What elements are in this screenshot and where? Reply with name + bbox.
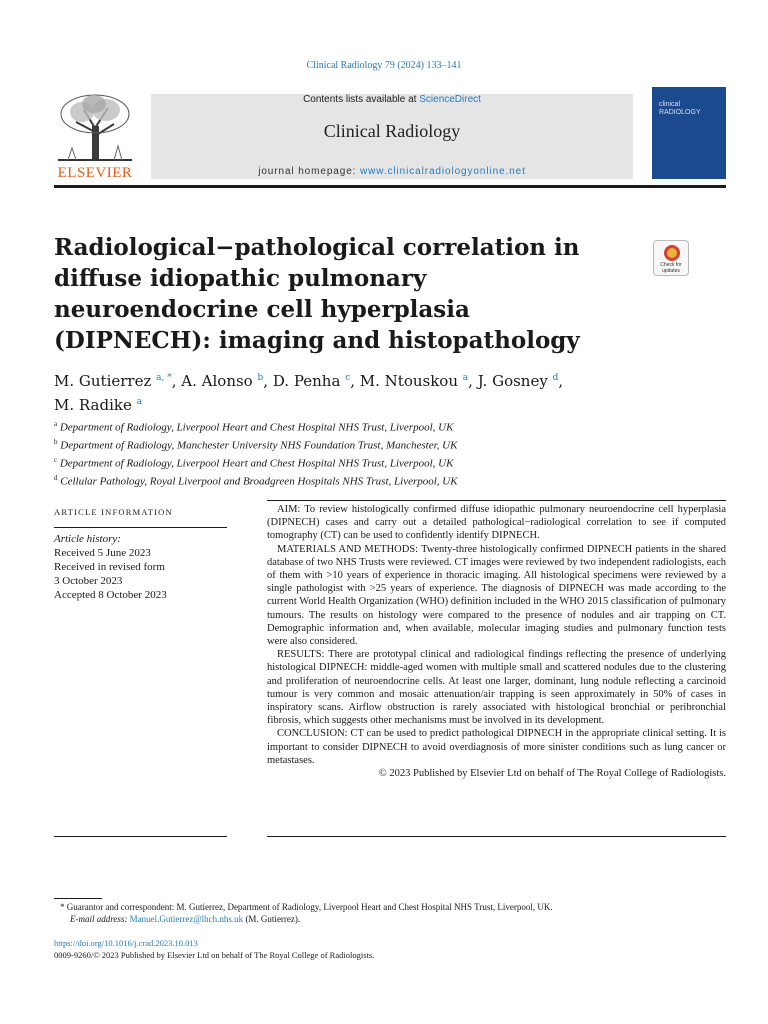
cover-text-2: RADIOLOGY — [659, 109, 701, 116]
affiliation-item — [54, 471, 674, 489]
footnote-divider — [54, 898, 102, 899]
contents-line — [151, 94, 633, 105]
history-revised-label: Received in revised form — [54, 561, 165, 573]
doi-link[interactable]: https://doi.org/10.1016/j.crad.2023.10.013 — [54, 938, 198, 948]
author-affil-mark[interactable]: b — [257, 373, 264, 383]
article-history — [54, 532, 227, 602]
author-affil-mark[interactable]: a, * — [156, 373, 172, 383]
article-title: Radiological−pathological correlation in diffuse idiopathic pulmonary neuroendocrine cell hyperplasia (DIPNECH): imaging and histopathology — [54, 234, 580, 354]
corresponding-author-footnote — [60, 902, 720, 925]
header-divider — [54, 185, 726, 188]
journal-homepage-link[interactable]: www.clinicalradiologyonline.net — [360, 166, 526, 177]
journal-name: Clinical Radiology — [323, 121, 461, 141]
sciencedirect-link[interactable]: ScienceDirect — [419, 94, 481, 105]
homepage-line — [151, 166, 633, 177]
affiliation-text: Department of Radiology, Liverpool Heart and Chest Hospital NHS Trust, Liverpool, UK — [59, 421, 454, 434]
affiliation-text: Cellular Pathology, Royal Liverpool and Broadgreen Hospitals NHS Trust, Liverpool, UK — [60, 476, 458, 489]
author-name[interactable]: A. Alonso — [181, 372, 253, 390]
contents-prefix: Contents lists available at — [303, 94, 420, 105]
abstract-aim: AIM: To review histologically confirmed diffuse idiopathic pulmonary neuroendocrine cell hyperplasia (DIPNECH) cases and carry out a detailed pathological−radiological correlation to see if computed tomography (CT) can be used to confidently identify DIPNECH. — [267, 504, 726, 542]
abstract-bottom-divider — [267, 836, 726, 837]
email-suffix: (M. Gutierrez). — [243, 913, 301, 924]
author-affil-mark[interactable]: d — [552, 373, 559, 383]
history-received: Received 5 June 2023 — [54, 547, 151, 559]
check-updates-icon — [664, 245, 680, 261]
elsevier-logo[interactable] — [54, 92, 136, 182]
footnote-email-line — [60, 914, 720, 926]
abstract-copyright: © 2023 Published by Elsevier Ltd on behalf of The Royal College of Radiologists. — [378, 768, 726, 780]
affiliation-item — [54, 435, 674, 453]
check-for-updates-button[interactable] — [653, 240, 689, 276]
elsevier-wordmark: ELSEVIER — [57, 165, 133, 181]
journal-citation[interactable]: Clinical Radiology 79 (2024) 133–141 — [306, 60, 462, 71]
author-name[interactable]: J. Gosney — [477, 372, 548, 390]
check-updates-label: Check for updates — [660, 262, 682, 274]
history-accepted: Accepted 8 October 2023 — [54, 589, 167, 601]
author-affil-mark[interactable]: a — [462, 373, 469, 383]
issn-copyright: 0009-9260/© 2023 Published by Elsevier Ltd on behalf of The Royal College of Radiologists. — [54, 950, 375, 960]
author-name[interactable]: M. Ntouskou — [359, 372, 458, 390]
author-name[interactable]: M. Radike — [54, 396, 132, 414]
homepage-prefix: journal homepage: — [258, 166, 361, 177]
email-label: E-mail address: — [70, 913, 130, 924]
elsevier-tree-icon — [54, 92, 136, 164]
author-affil-mark[interactable]: c — [345, 373, 351, 383]
history-label: Article history: — [54, 533, 121, 545]
cover-text-1: clinical — [659, 101, 681, 108]
affiliation-list — [54, 417, 674, 490]
affiliation-item — [54, 453, 674, 471]
cover-title — [659, 101, 701, 117]
article-info-divider — [54, 527, 227, 528]
abstract-conclusion: CONCLUSION: CT can be used to predict pathological DIPNECH in the appropriate clinical setting. It is important to consider DIPNECH to avoid overdiagnosis of more sinister conditions such as lung cancer or metastases. — [267, 728, 726, 766]
history-revised-date: 3 October 2023 — [54, 575, 123, 587]
author-name[interactable]: M. Gutierrez — [54, 372, 152, 390]
article-info-bottom-divider — [54, 836, 227, 837]
abstract-top-divider — [267, 500, 726, 501]
affiliation-text: Department of Radiology, Manchester University NHS Foundation Trust, Manchester, UK — [60, 439, 458, 452]
journal-banner — [151, 94, 633, 179]
abstract-methods: MATERIALS AND METHODS: Twenty-three histologically confirmed DIPNECH patients in the shared database of two NHS Trusts were reviewed. CT images were reviewed by two independent radiologists, each of them with >10 years of experience in thoracic imaging. All histological specimens were reviewed by a single pathologist with >25 years of experience. The diagnosis of DIPNECH was made according to the current World Health Organization (WHO) definition included in the WHO 2015 classification of pulmonary tumours. The results on histology were compared to the presence of nodules and air trapping on CT. Demographic information and, when available, molecular imaging studies and pulmonary function tests were also considered. — [267, 543, 726, 648]
author-list: M. Gutierrez $^{a, *}$, A. Alonso $^b$, D. Penha $^c$, M. Ntouskou $^a$, J. Gosney $^d$, M. Radike $^a$ — [54, 372, 564, 414]
abstract-results: RESULTS: There are prototypal clinical and radiological findings reflecting the presence of underlying histological DIPNECH: middle-aged women with multiple small and scattered nodules due to the clustering and proliferation of neuroendocrine cells. At least one larger, dominant, lung nodule reflecting a carcinoid tumour is very common and mosaic attenuation/air trapping is seen approximately in 50% of cases in inspiratory scans. Airflow obstruction is rarely associated with histological bronchial or peribronchial fibrosis, which suggests other mechanisms must be involved in its development. — [267, 649, 726, 727]
author-email-link[interactable]: Manuel.Gutierrez@lhch.nhs.uk — [129, 913, 244, 924]
footnote-guarantor: * Guarantor and correspondent: M. Gutierrez, Department of Radiology, Liverpool Heart and Chest Hospital NHS Trust, Liverpool, UK. — [60, 902, 553, 912]
author-affil-mark[interactable]: a — [136, 397, 142, 407]
abstract — [267, 503, 726, 780]
affiliation-text: Department of Radiology, Liverpool Heart and Chest Hospital NHS Trust, Liverpool, UK — [59, 457, 454, 470]
author-name[interactable]: D. Penha — [272, 372, 341, 390]
affiliation-key: c — [54, 456, 58, 465]
affiliation-key: a — [54, 420, 58, 428]
affiliation-key: d — [54, 474, 58, 483]
journal-cover-thumbnail[interactable] — [652, 87, 726, 179]
affiliation-item — [54, 417, 674, 435]
article-info-heading: ARTICLE INFORMATION — [54, 507, 173, 517]
affiliation-key: b — [54, 438, 58, 447]
